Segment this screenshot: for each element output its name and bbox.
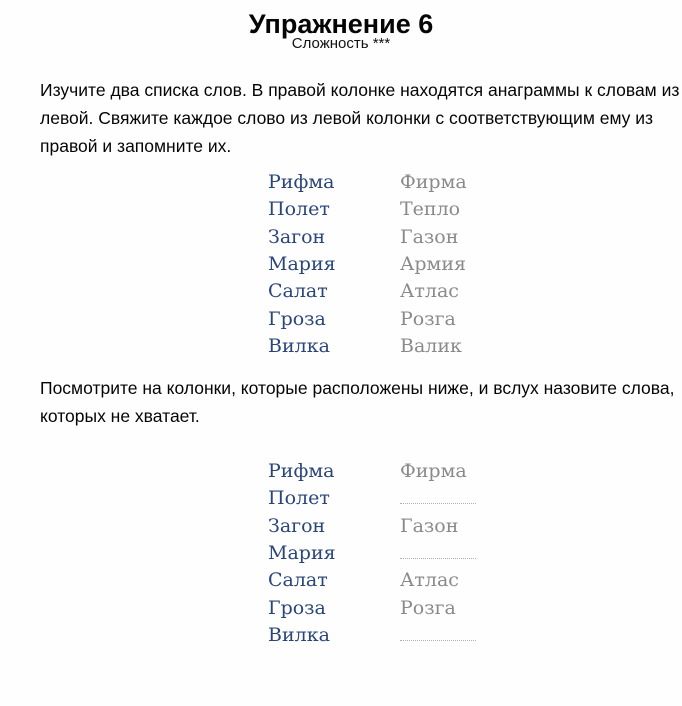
right-word: Тепло xyxy=(400,198,461,221)
left-word: Рифма xyxy=(268,460,335,482)
left-word: Загон xyxy=(268,514,326,537)
left-word: Салат xyxy=(268,569,328,592)
left-word: Полет xyxy=(268,487,330,510)
word-pair-row xyxy=(268,278,598,305)
left-word: Гроза xyxy=(268,307,326,330)
word-pair-row xyxy=(268,567,598,594)
word-pair-row xyxy=(268,306,598,333)
word-pair-row xyxy=(268,540,598,567)
word-pair-row xyxy=(268,595,598,622)
difficulty-subtitle: Сложность *** xyxy=(291,35,391,52)
right-word: Газон xyxy=(400,514,459,537)
right-word: Газон xyxy=(400,225,459,248)
right-word: Фирма xyxy=(400,460,467,482)
left-word: Вилка xyxy=(268,335,330,358)
right-word: Армия xyxy=(400,253,466,276)
word-pair-row xyxy=(268,333,598,360)
word-pair-row xyxy=(268,458,598,485)
left-word: Вилка xyxy=(268,624,330,647)
right-word: Атлас xyxy=(400,280,459,303)
right-word: Атлас xyxy=(400,569,459,592)
left-word: Салат xyxy=(268,280,328,303)
word-pair-row xyxy=(268,251,598,278)
missing-word-dotted-line xyxy=(400,487,476,504)
left-word: Мария xyxy=(268,253,336,276)
word-pair-row xyxy=(268,622,598,649)
right-word: Розга xyxy=(400,307,456,330)
page-title: Упражнение 6 xyxy=(248,9,434,39)
word-pair-row xyxy=(268,196,598,223)
left-word: Полет xyxy=(268,198,330,221)
instruction-paragraph-2: Посмотрите на колонки, которые расположены ниже, и вслух назовите слова, которых не хватает. xyxy=(40,378,675,426)
right-word: Фирма xyxy=(400,171,467,193)
left-word: Гроза xyxy=(268,596,326,619)
word-pair-row xyxy=(268,224,598,251)
left-word: Рифма xyxy=(268,171,335,193)
word-pair-row xyxy=(268,169,598,196)
right-word: Валик xyxy=(400,335,462,358)
left-word: Мария xyxy=(268,542,336,565)
word-pair-row xyxy=(268,513,598,540)
instruction-paragraph-1: Изучите два списка слов. В правой колонке находятся анаграммы к словам из левой. Свяжите каждое слово из левой колонки с соответствующим ему из правой и запомните их. xyxy=(40,80,680,156)
word-pair-row xyxy=(268,485,598,512)
left-word: Загон xyxy=(268,225,326,248)
right-word: Розга xyxy=(400,596,456,619)
word-list-full xyxy=(268,169,598,360)
missing-word-dotted-line xyxy=(400,542,476,559)
missing-word-dotted-line xyxy=(400,624,476,641)
word-list-with-blanks xyxy=(268,458,598,649)
